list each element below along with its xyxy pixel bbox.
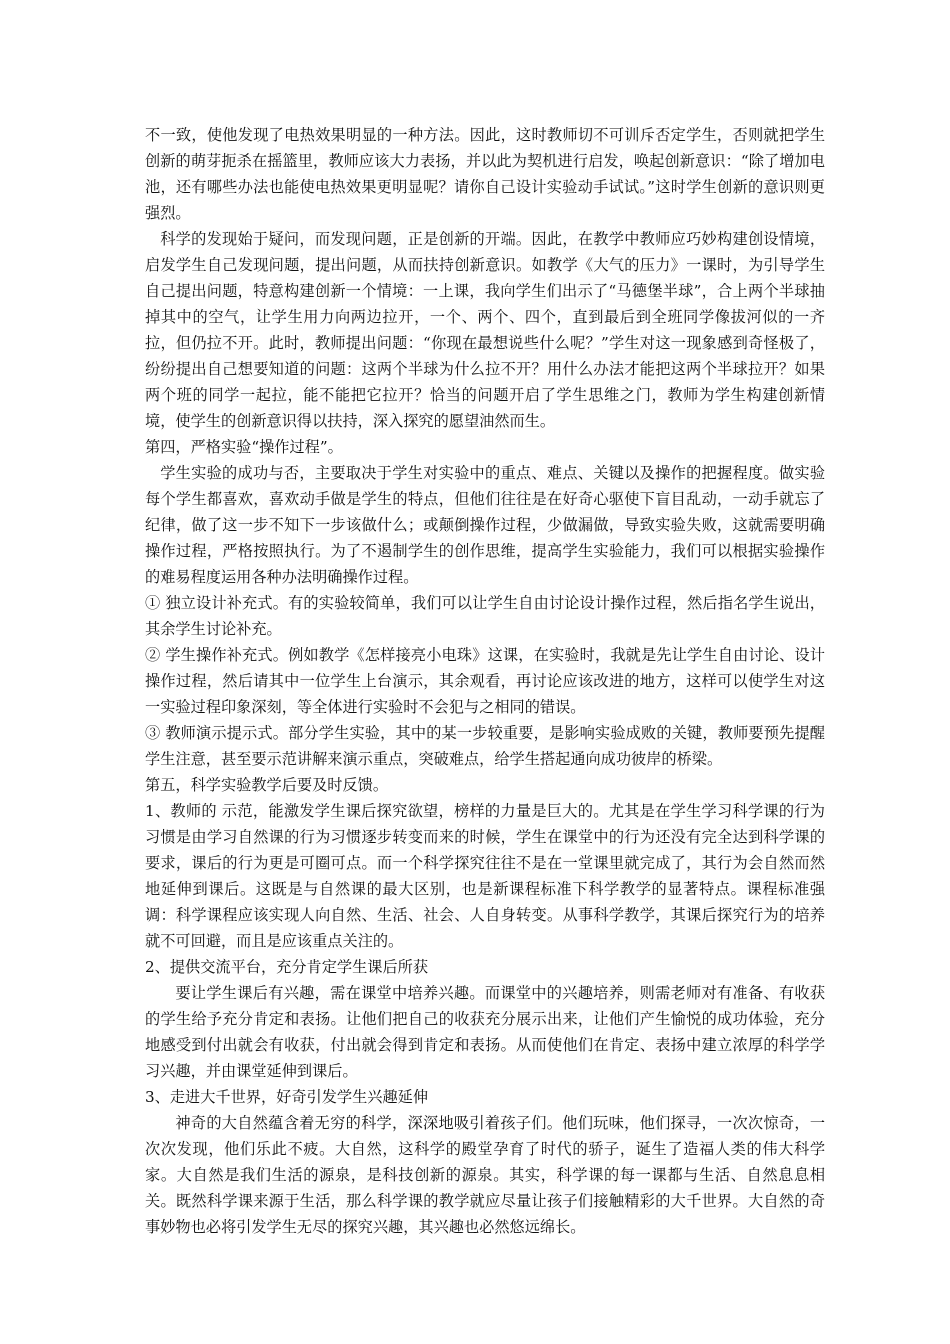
numbered-heading-2: 2、提供交流平台，充分肯定学生课后所获 [145, 958, 429, 976]
paragraph-2: 科学的发现始于疑问，而发现问题，正是创新的开端。因此，在教学中教师应巧妙构建创设情境，启发学生自己发现问题，提出问题，从而扶持创新意识。如教学《大气的压力》一课时，为引导学生自己提出问题，特意构建创新一个情境：一上课，我向学生们出示了“马德堡半球”，合上两个半球抽掉其中的空气，让学生用力向两边拉开，一个、两个、四个，直到最后到全班同学像拔河似的一齐拉，但仍拉不开。此时，教师提出问题：“你现在最想说些什么呢？”学生对这一现象感到奇怪极了，纷纷提出自己想要知道的问题：这两个半球为什么拉不开？用什么办法才能把这两个半球拉开？如果两个班的同学一起拉，能不能把它拉开？恰当的问题开启了学生思维之门，教师为学生构建创新情境，使学生的创新意识得以扶持，深入探究的愿望油然而生。 [145, 230, 825, 430]
document-body [145, 122, 825, 1240]
list-item-3: ③ 教师演示提示式。部分学生实验，其中的某一步较重要，是影响实验成败的关键，教师要预先提醒学生注意，甚至要示范讲解来演示重点，突破难点，给学生搭起通向成功彼岸的桥梁。 [145, 724, 825, 768]
numbered-item-1: 1、教师的 示范，能激发学生课后探究欲望，榜样的力量是巨大的。尤其是在学生学习科学课的行为习惯是由学习自然课的行为习惯逐步转变而来的时候，学生在课堂中的行为还没有完全达到科学课的要求，课后的行为更是可圈可点。而一个科学探究往往不是在一堂课里就完成了，其行为会自然而然地延伸到课后。这既是与自然课的最大区别，也是新课程标准下科学教学的显著特点。课程标准强调：科学课程应该实现人向自然、生活、社会、人自身转变。从事科学教学，其课后探究行为的培养就不可回避，而且是应该重点关注的。 [145, 802, 825, 950]
section-heading-5: 第五，科学实验教学后要及时反馈。 [145, 776, 388, 794]
paragraph-3: 学生实验的成功与否，主要取决于学生对实验中的重点、难点、关键以及操作的把握程度。做实验每个学生都喜欢，喜欢动手做是学生的特点，但他们往往是在好奇心驱使下盲目乱动，一动手就忘了纪律，做了这一步不知下一步该做什么；或颠倒操作过程，少做漏做，导致实验失败，这就需要明确操作过程，严格按照执行。为了不遏制学生的创作思维，提高学生实验能力，我们可以根据实验操作的难易程度运用各种办法明确操作过程。 [145, 464, 825, 586]
paragraph-1: 不一致，使他发现了电热效果明显的一种方法。因此，这时教师切不可训斥否定学生，否则就把学生创新的萌芽扼杀在摇篮里，教师应该大力表扬，并以此为契机进行启发，唤起创新意识：“除了增加电池，还有哪些办法也能使电热效果更明显呢？请你自己设计实验动手试试。”这时学生创新的意识则更强烈。 [145, 126, 825, 222]
section-heading-4: 第四，严格实验“操作过程”。 [145, 438, 343, 456]
list-item-1: ① 独立设计补充式。有的实验较简单，我们可以让学生自由讨论设计操作过程，然后指名学生说出，其余学生讨论补充。 [145, 594, 825, 638]
paragraph-5: 神奇的大自然蕴含着无穷的科学，深深地吸引着孩子们。他们玩味，他们探寻，一次次惊奇，一次次发现，他们乐此不疲。大自然，这科学的殿堂孕育了时代的骄子，诞生了造福人类的伟大科学家。大自然是我们生活的源泉，是科技创新的源泉。其实，科学课的每一课都与生活、自然息息相关。既然科学课来源于生活，那么科学课的教学就应尽量让孩子们接触精彩的大千世界。大自然的奇事妙物也必将引发学生无尽的探究兴趣，其兴趣也必然悠远绵长。 [145, 1114, 825, 1236]
list-item-2: ② 学生操作补充式。例如教学《怎样接亮小电珠》这课，在实验时，我就是先让学生自由讨论、设计操作过程，然后请其中一位学生上台演示，其余观看，再讨论应该改进的地方，这样可以使学生对这一实验过程印象深刻，等全体进行实验时不会犯与之相同的错误。 [145, 646, 825, 716]
numbered-heading-3: 3、走进大千世界，好奇引发学生兴趣延伸 [145, 1088, 429, 1106]
paragraph-4: 要让学生课后有兴趣，需在课堂中培养兴趣。而课堂中的兴趣培养，则需老师对有准备、有收获的学生给予充分肯定和表扬。让他们把自己的收获充分展示出来，让他们产生愉悦的成功体验，充分地感受到付出就会有收获，付出就会得到肯定和表扬。从而使他们在肯定、表扬中建立浓厚的科学学习兴趣，并由课堂延伸到课后。 [145, 984, 825, 1080]
